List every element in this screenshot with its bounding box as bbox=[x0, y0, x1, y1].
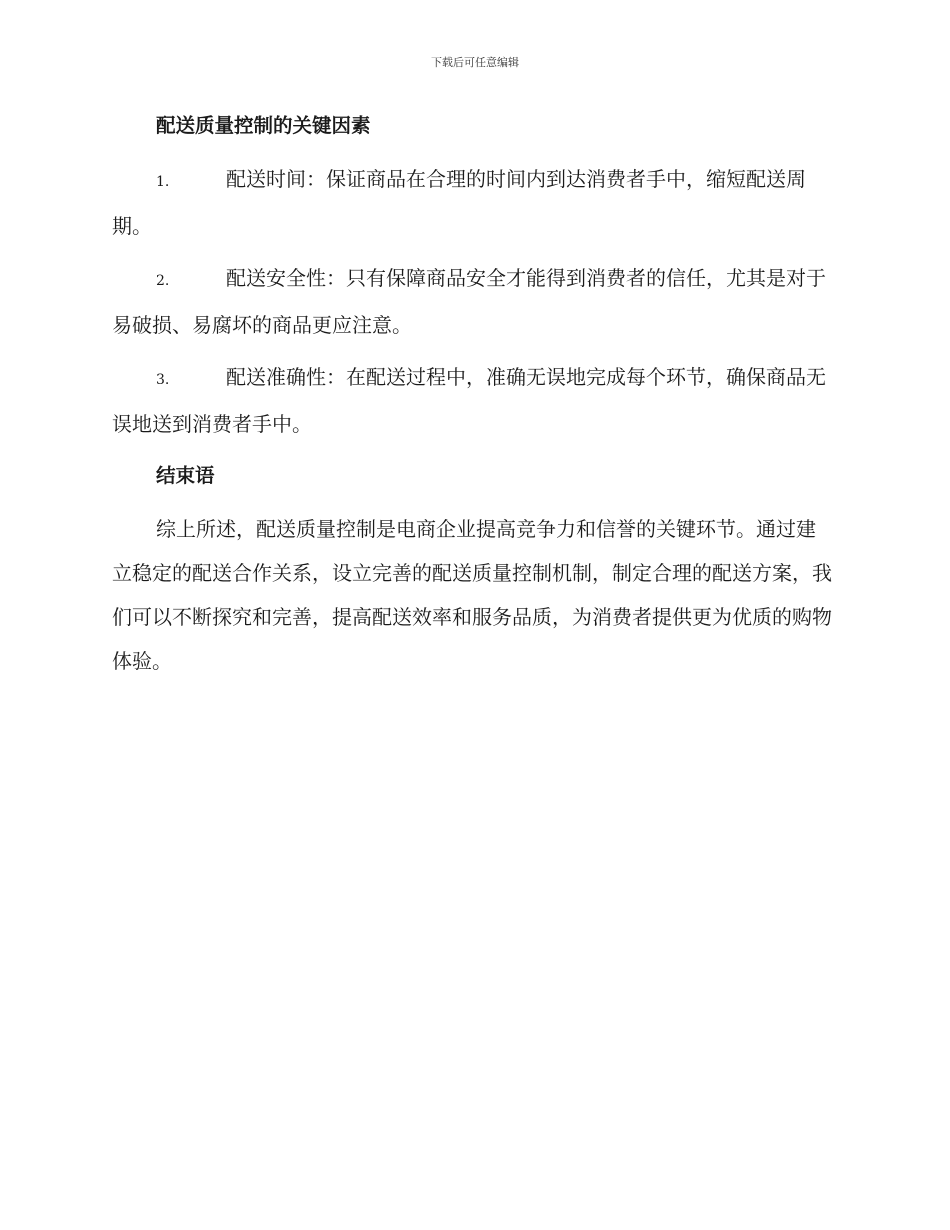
section-heading-key-factors: 配送质量控制的关键因素 bbox=[156, 114, 371, 137]
conclusion-paragraph: 综上所述，配送质量控制是电商企业提高竞争力和信誉的关键环节。通过建立稳定的配送合作关系，设立完善的配送质量控制机制，制定合理的配送方案，我们可以不断探究和完善，提高配送效率和服务品质，为消费者提供更为优质的购物体验。 bbox=[112, 517, 832, 673]
list-item-text: 配送准确性：在配送过程中，准确无误地完成每个环节，确保商品无误地送到消费者手中。 bbox=[112, 365, 826, 436]
list-item-text: 配送安全性：只有保障商品安全才能得到消费者的信任，尤其是对于易破损、易腐坏的商品更应注意。 bbox=[112, 266, 826, 337]
list-item bbox=[112, 355, 832, 446]
list-item bbox=[112, 157, 832, 248]
page-header: 下载后可任意编辑 bbox=[431, 56, 519, 69]
list-item-number: 1. bbox=[156, 174, 170, 190]
list-item-number: 3. bbox=[156, 372, 170, 388]
list-item-number: 2. bbox=[156, 273, 170, 289]
document-body bbox=[112, 104, 832, 683]
section-heading-conclusion: 结束语 bbox=[156, 464, 215, 487]
list-item-text: 配送时间：保证商品在合理的时间内到达消费者手中，缩短配送周期。 bbox=[112, 167, 806, 238]
list-item bbox=[112, 256, 832, 347]
